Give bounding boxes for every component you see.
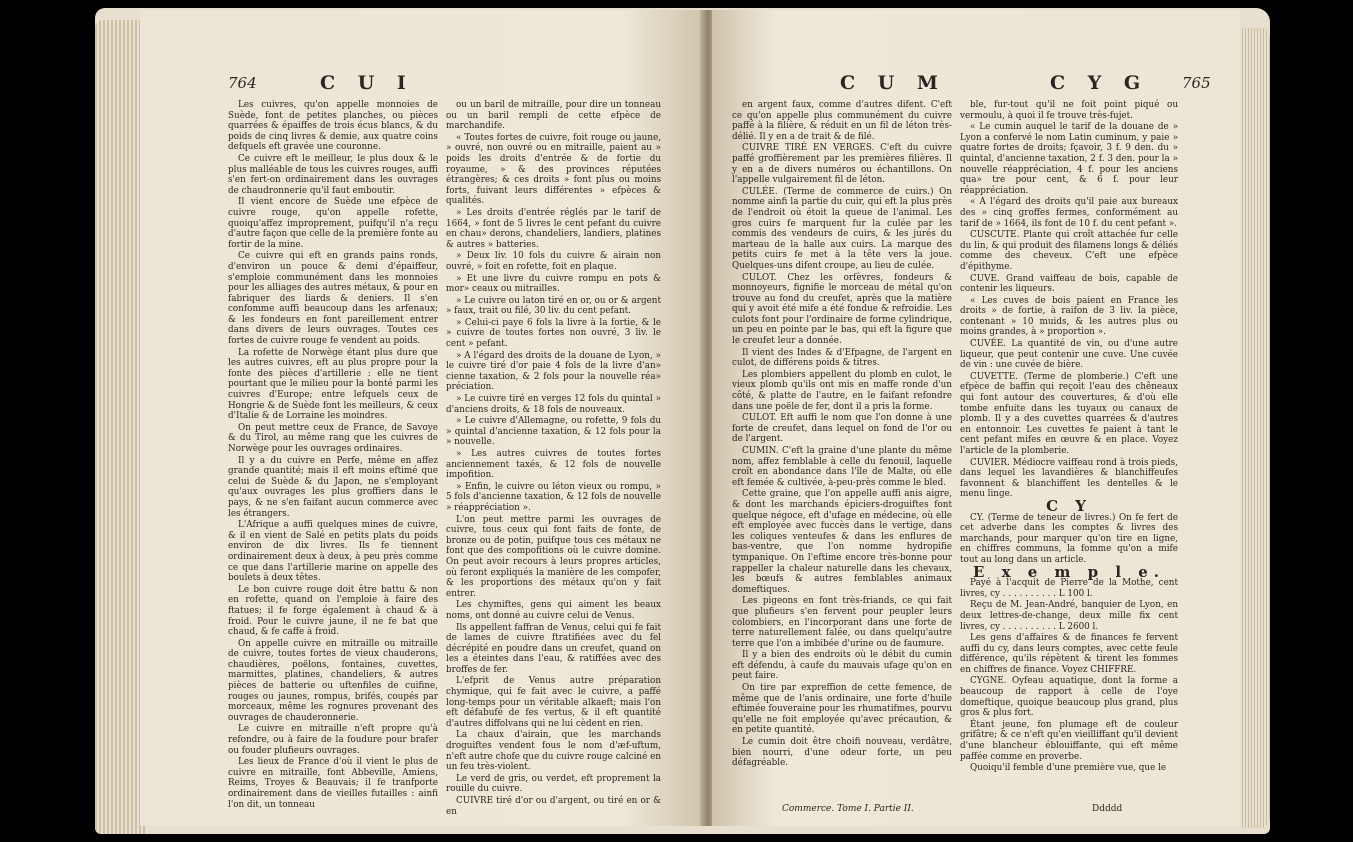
paragraph: Les gens d'affaires & de finances fe fervent auffi du cy, dans leurs comptes, avec cette feule différence, qu'ils répètent & tirent les fommes en chiffres de finance. Voyez CHIFFRE. xyxy=(960,633,1178,675)
paragraph: » Les droits d'entrée réglés par le tarif de 1664, » font de 5 livres le cent pefant du cuivre en chau» derons, chandeliers, landiers, platines & autres » batteries. xyxy=(446,207,661,250)
paragraph: CULOT. Chez les orfèvres, fondeurs & monnoyeurs, fignifie le morceau de métal qu'on trouve au fond du creufet, après que la matière qui y avoit été mife a été fondue & refroidie. Les culots font pour l'ordinaire de forme cylindrique, un peu en pointe par le bas, qui eft la figure que le creufet leur a donnée. xyxy=(732,272,952,347)
paragraph: Le bon cuivre rouge doit être battu & non en rofette, quand on l'emploie à faire des ftatues; il fe forge également à chaud & à froid. Pour le cuivre jaune, il ne fe bat que chaud, & fe caffe à froid. xyxy=(228,584,438,638)
paragraph: On peut mettre ceux de France, de Savoye & du Tirol, au même rang que les cuivres de Norwège pour les ouvrages ordinaires. xyxy=(228,422,438,454)
paragraph: Il y a bien des endroits où le débit du cumin eft défendu, à caufe du mauvais ufage qu'on en peut faire. xyxy=(732,650,952,682)
left-column-1 xyxy=(228,100,438,811)
right-page-header-left: C U M xyxy=(840,72,946,94)
paragraph: « Les cuves de bois paient en France les droits » de fortie, à raifon de 3 liv. la pièce, contenant » 10 muids, & les autres plus ou moins grandes, à » proportion ». xyxy=(960,295,1178,338)
left-column-2 xyxy=(446,100,661,818)
paragraph: CULÉE. (Terme de commerce de cuirs.) On nomme ainfi la partie du cuir, qui eft la plus près de l'endroit où étoit la queue de l'animal. Les gros cuirs fe marquent fur la culée par les commis des vendeurs de cuirs, & les jurés du marteau de la halle aux cuirs. La marque des petits cuirs fe met à la tête vers la joue. Quelques-uns difent croupe, au lieu de culée. xyxy=(732,186,952,271)
paragraph: Les chymiftes, gens qui aiment les beaux noms, ont donné au cuivre celui de Venus. xyxy=(446,600,661,621)
right-column-1 xyxy=(732,100,952,770)
paragraph: Payé à l'acquit de Pierre de la Mothe, cent livres, cy . . . . . . . . . . L 100 l. xyxy=(960,578,1178,599)
paragraph: CUVIER. Médiocre vaiffeau rond à trois pieds, dans lequel les lavandières & blanchiffeufes favonnent & blanchiffent les dentelles & le menu linge. xyxy=(960,457,1178,500)
paragraph: » Le cuivre tiré en verges 12 fols du quintal » d'anciens droits, & 18 fols de nouveaux. xyxy=(446,394,661,415)
paragraph: » Enfin, le cuivre ou léton vieux ou rompu, » 5 fols d'ancienne taxation, & 12 fols de nouvelle » réappréciation ». xyxy=(446,481,661,513)
paragraph: Ils appellent faffran de Venus, celui qui fe fait de lames de cuivre ftratifiées avec du fel décrépité en poudre dans un creufet, quand on les a éteintes dans l'eau, & ratiffées avec des broffes de fer. xyxy=(446,622,661,675)
paragraph: On appelle cuivre en mitraille ou mitraille de cuivre, toutes fortes de vieux chauderons, chaudières, poëlons, fontaines, cuvettes, marmittes, platines, chandeliers, & autres pièces de batterie ou uftenfiles de cuifine, rouges ou jaunes, rompus, brifés, coupés par morceaux, même les rognures provenant des ouvrages de chauderonnerie. xyxy=(228,638,438,723)
paragraph: ble, fur-tout qu'il ne foit point piqué ou vermoulu, à quoi il fe trouve très-fujet. xyxy=(960,100,1178,121)
paragraph: Le cumin doit être choifi nouveau, verdâtre, bien nourri, d'une odeur forte, un peu défagréable. xyxy=(732,737,952,769)
paragraph: Reçu de M. Jean-André, banquier de Lyon, en deux lettres-de-change, deux mille fix cent livres, cy . . . . . . . . . . L 2600 l. xyxy=(960,600,1178,632)
paragraph: « Toutes fortes de cuivre, foit rouge ou jaune, » ouvré, non ouvré ou en mitraille, paient au » poids les droits d'entrée & de fortie du royaume, » & des provinces réputées étrangères; & ces droits » font plus ou moins forts, fuivant leurs différentes » efpèces & qualités. xyxy=(446,132,661,207)
paragraph: Les pigeons en font très-friands, ce qui fait que plufieurs s'en fervent pour peupler leurs colombiers, en l'incorporant dans une forte de terre naturellement falée, ou dans quelqu'autre terre que l'on a imbibée d'urine ou de faumure. xyxy=(732,596,952,649)
paragraph: » Le cuivre ou laton tiré en or, ou or & argent » faux, trait ou filé, 30 liv. du cent pefant. xyxy=(446,295,661,317)
paragraph: CUMIN. C'eft la graine d'une plante du même nom, affez femblable à celle du fenouil, laquelle croît en abondance dans l'île de Malte, où elle eft femée & cultivée, à-peu-près comme le bled. xyxy=(732,446,952,488)
paragraph: « Le cumin auquel le tarif de la douane de » Lyon a confervé le nom Latin cuminum, y paie » quatre fortes de droits; fçavoir, 3 f. 9 den. du » quintal, d'ancienne taxation, 2 f. 3 den. pour la » nouvelle réappréciation, 4 f. pour les anciens qua» tre pour cent, & 6 f. pour leur réappréciation. xyxy=(960,122,1178,196)
paragraph: CUVETTE. (Terme de plomberie.) C'eft une efpèce de baffin qui reçoit l'eau des chêneaux qui font autour des couvertures, & d'où elle tombe enfuite dans les tuyaux ou canaux de plomb. Il y a des cuvettes quarrées & d'autres en entonnoir. Les cuvettes fe paient à tant le cent pefant mifes en œuvre & en place. Voyez l'article de la plomberie. xyxy=(960,371,1178,456)
left-page-header: C U I xyxy=(320,72,414,94)
paragraph: Le verd de gris, ou verdet, eft proprement la rouille du cuivre. xyxy=(446,773,661,795)
paragraph: CY. (Terme de teneur de livres.) On fe fert de cet adverbe dans les comptes & livres des marchands, pour marquer qu'on tire en ligne, en chiffres communs, la fomme qu'on a mife tout au long dans un article. xyxy=(960,512,1178,565)
paragraph: CULOT. Eft auffi le nom que l'on donne à une forte de creufet, dans lequel on fond de l'or ou de l'argent. xyxy=(732,413,952,445)
paragraph: L'efprit de Venus autre préparation chymique, qui fe fait avec le cuivre, a paffé long-temps pour un véritable alkaeft; mais l'on eft défabufé de fes vertus, & il eft quantité d'autres diffolvans qui ne lui cèdent en rien. xyxy=(446,676,661,729)
paragraph: Le cuivre en mitraille n'eft propre qu'à refondre, ou à faire de la foudure pour brafer ou fouder plufieurs ouvrages. xyxy=(228,724,438,756)
right-page-header-right: C Y G xyxy=(1050,72,1149,94)
paragraph: » Les autres cuivres de toutes fortes anciennement taxés, & 12 fols de nouvelle impofition. xyxy=(446,449,661,481)
paragraph: La chaux d'airain, que les marchands droguiftes vendent fous le nom d'æf-uftum, n'eft autre chofe que du cuivre rouge calciné en un feu très-violent. xyxy=(446,730,661,773)
left-page-number: 764 xyxy=(228,74,257,92)
paragraph: Il vient encore de Suède une efpèce de cuivre rouge, qu'on appelle rofette, quoiqu'affez improprement, puifqu'il n'a reçu d'autre façon que celle de la première fonte au fortir de la mine. xyxy=(228,197,438,250)
page-edges-left xyxy=(95,20,145,834)
paragraph: » A l'égard des droits de la douane de Lyon, » le cuivre tiré d'or paie 4 fols de la livre d'an» cienne taxation, & 2 fols pour la nouvelle réa» préciation. xyxy=(446,350,661,393)
paragraph: C Y xyxy=(1046,496,1092,515)
right-page-number: 765 xyxy=(1182,74,1211,92)
paragraph: Les lieux de France d'où il vient le plus de cuivre en mitraille, font Abbeville, Amiens, Reims, Troyes & Beauvais; il fe tranfporte ordinairement dans de vieilles futailles : ainfi l'on dit, un tonneau xyxy=(228,757,438,810)
paragraph: CUVÉE. La quantité de vin, ou d'une autre liqueur, que peut contenir une cuve. Une cuvée de vin : une cuvée de bière. xyxy=(960,339,1178,371)
paragraph: E x e m p l e. xyxy=(972,562,1166,581)
paragraph: On tire par expreffion de cette femence, de même que de l'anis ordinaire, une forte d'huile eftimée fouveraine pour les rhumatifmes, pourvu qu'elle ne foit employée qu'avec précaution, & en petite quantité. xyxy=(732,683,952,736)
right-column-2 xyxy=(960,100,1178,775)
paragraph: ou un baril de mitraille, pour dire un tonneau ou un baril rempli de cette efpèce de marchandife. xyxy=(446,100,661,132)
paragraph: Ce cuivre qui eft en grands pains ronds, d'environ un pouce & demi d'épaiffeur, s'emploie communément dans les monnoies pour les alliages des autres métaux, & pour en fabriquer des liards & deniers. Il s'en confomme auffi beaucoup dans les arfenaux; & les fondeurs en font pareillement entrer dans divers de leurs ouvrages. Toutes ces fortes de cuivre rouge fe vendent au poids. xyxy=(228,251,438,347)
paragraph: Il vient des Indes & d'Efpagne, de l'argent en culot, de différens poids & titres. xyxy=(732,347,952,369)
paragraph: Ce cuivre eft le meilleur, le plus doux & le plus malléable de tous les cuivres rouges, auffi s'en fert-on ordinairement dans les ouvrages de chaudronnerie qu'il faut emboutir. xyxy=(228,153,438,196)
paragraph: » Le cuivre d'Allemagne, ou rofette, 9 fols du » quintal d'ancienne taxation, & 12 fols pour la » nouvelle. xyxy=(446,416,661,448)
right-page xyxy=(712,10,1240,826)
paragraph: L'Afrique a auffi quelques mines de cuivre, & il en vient de Salé en petits plats du poids environ de dix livres. Ils fe tiennent ordinairement deux à deux, à peu près comme ce que dans l'artillerie marine on appelle des boulets à deux têtes. xyxy=(228,520,438,584)
page-footer: Commerce. Tome I. Partie II. xyxy=(782,804,914,814)
paragraph: « A l'égard des droits qu'il paie aux bureaux des » cinq groffes fermes, conformément au tarif de » 1664, ils font de 10 f. du cent pefant ». xyxy=(960,197,1178,229)
paragraph: » Deux liv. 10 fols du cuivre & airain non ouvré, » foit en rofette, foit en plaque. xyxy=(446,251,661,272)
paragraph: CYGNE. Oyfeau aquatique, dont la forme a beaucoup de rapport à celle de l'oye domeftique, quoique beaucoup plus grand, plus gros & plus fort. xyxy=(960,676,1178,719)
paragraph: CUIVRE TIRÉ EN VERGES. C'eft du cuivre paffé groffièrement par les premières filières. Il y en a de divers numéros ou échantillons. On l'appelle vulgairement fil de léton. xyxy=(732,143,952,186)
paragraph: Quoiqu'il femble d'une première vue, que le xyxy=(970,763,1167,774)
paragraph: L'on peut mettre parmi les ouvrages de cuivre, tous ceux qui font faits de fonte, de bronze ou de potin, puifque tous ces métaux ne font que des compofitions où le cuivre domine. On peut avoir recours à leurs propres articles, où feront expliqués la manière de les compofer, & les proportions des métaux qu'on y fait entrer. xyxy=(446,514,661,599)
left-page xyxy=(140,10,705,826)
paragraph: CUIVRE tiré d'or ou d'argent, ou tiré en or & en xyxy=(446,796,661,817)
page-edges-right xyxy=(1240,28,1270,828)
signature-mark: Ddddd xyxy=(1092,804,1123,814)
paragraph: CUSCUTE. Plante qui croît attachée fur celle du lin, & qui produit des filamens longs & déliés comme des cheveux. C'eft une efpèce d'épithyme. xyxy=(960,230,1178,272)
paragraph: Les cuivres, qu'on appelle monnoies de Suède, font de petites planches, ou pièces quarrées & épaiffes de trois écus blancs, & du poids de cinq livres & demie, aux quatre coins defquels eft gravée une couronne. xyxy=(228,100,438,153)
paragraph: Cette graine, que l'on appelle auffi anis aigre, & dont les marchands épiciers-droguiftes font quelque négoce, eft d'ufage en médecine, où elle eft employée avec fuccès dans le vertige, dans les coliques venteufes & dans les enflures de bas-ventre, que l'on nomme hydropifie tympanique. On l'eftime encore très-bonne pour rappeller la chaleur naturelle dans les chevaux, les bœufs & autres femblables animaux domeftiques. xyxy=(732,489,952,595)
paragraph: La rofette de Norwège étant plus dure que les autres cuivres, eft au plus propre pour la fonte des pièces d'artillerie : elle ne tient pourtant que le milieu pour la bonté parmi les cuivres d'Europe; entre lefquels ceux de Hongrie & de Suède font les meilleurs, & ceux d'Italie & de Lorraine les moindres. xyxy=(228,347,438,422)
paragraph: Il y a du cuivre en Perfe, même en affez grande quantité; mais il eft moins eftimé que celui de Suède & du Japon, ne s'employant qu'aux ouvrages les plus groffiers dans le pays, & ne s'en faifant aucun commerce avec les étrangers. xyxy=(228,455,438,519)
paragraph: Étant jeune, fon plumage eft de couleur grifâtre; & ce n'eft qu'en vieilliffant qu'il devient d'une blancheur éblouiffante, qui eft même paffée comme en proverbe. xyxy=(960,719,1178,762)
paragraph: en argent faux, comme d'autres difent. C'eft ce qu'on appelle plus communément du cuivre paffé à la filière, & réduit en un fil de léton très-délié. Il y en a de trait & de filé. xyxy=(732,100,952,142)
paragraph: » Et une livre du cuivre rompu en pots & mor» ceaux ou mitrailles. xyxy=(446,273,661,295)
paragraph: CUVE. Grand vaiffeau de bois, capable de contenir les liqueurs. xyxy=(960,273,1178,295)
paragraph: Les plombiers appellent du plomb en culot, le vieux plomb qu'ils ont mis en maffe ronde d'un côté, & platte de l'autre, en le faifant refondre dans une poële de fer, dont il a pris la forme. xyxy=(732,369,952,412)
paragraph: » Celui-ci paye 6 fols la livre à la fortie, & le » cuivre de toutes fortes non ouvré, 3 liv. le cent » pefant. xyxy=(446,317,661,350)
